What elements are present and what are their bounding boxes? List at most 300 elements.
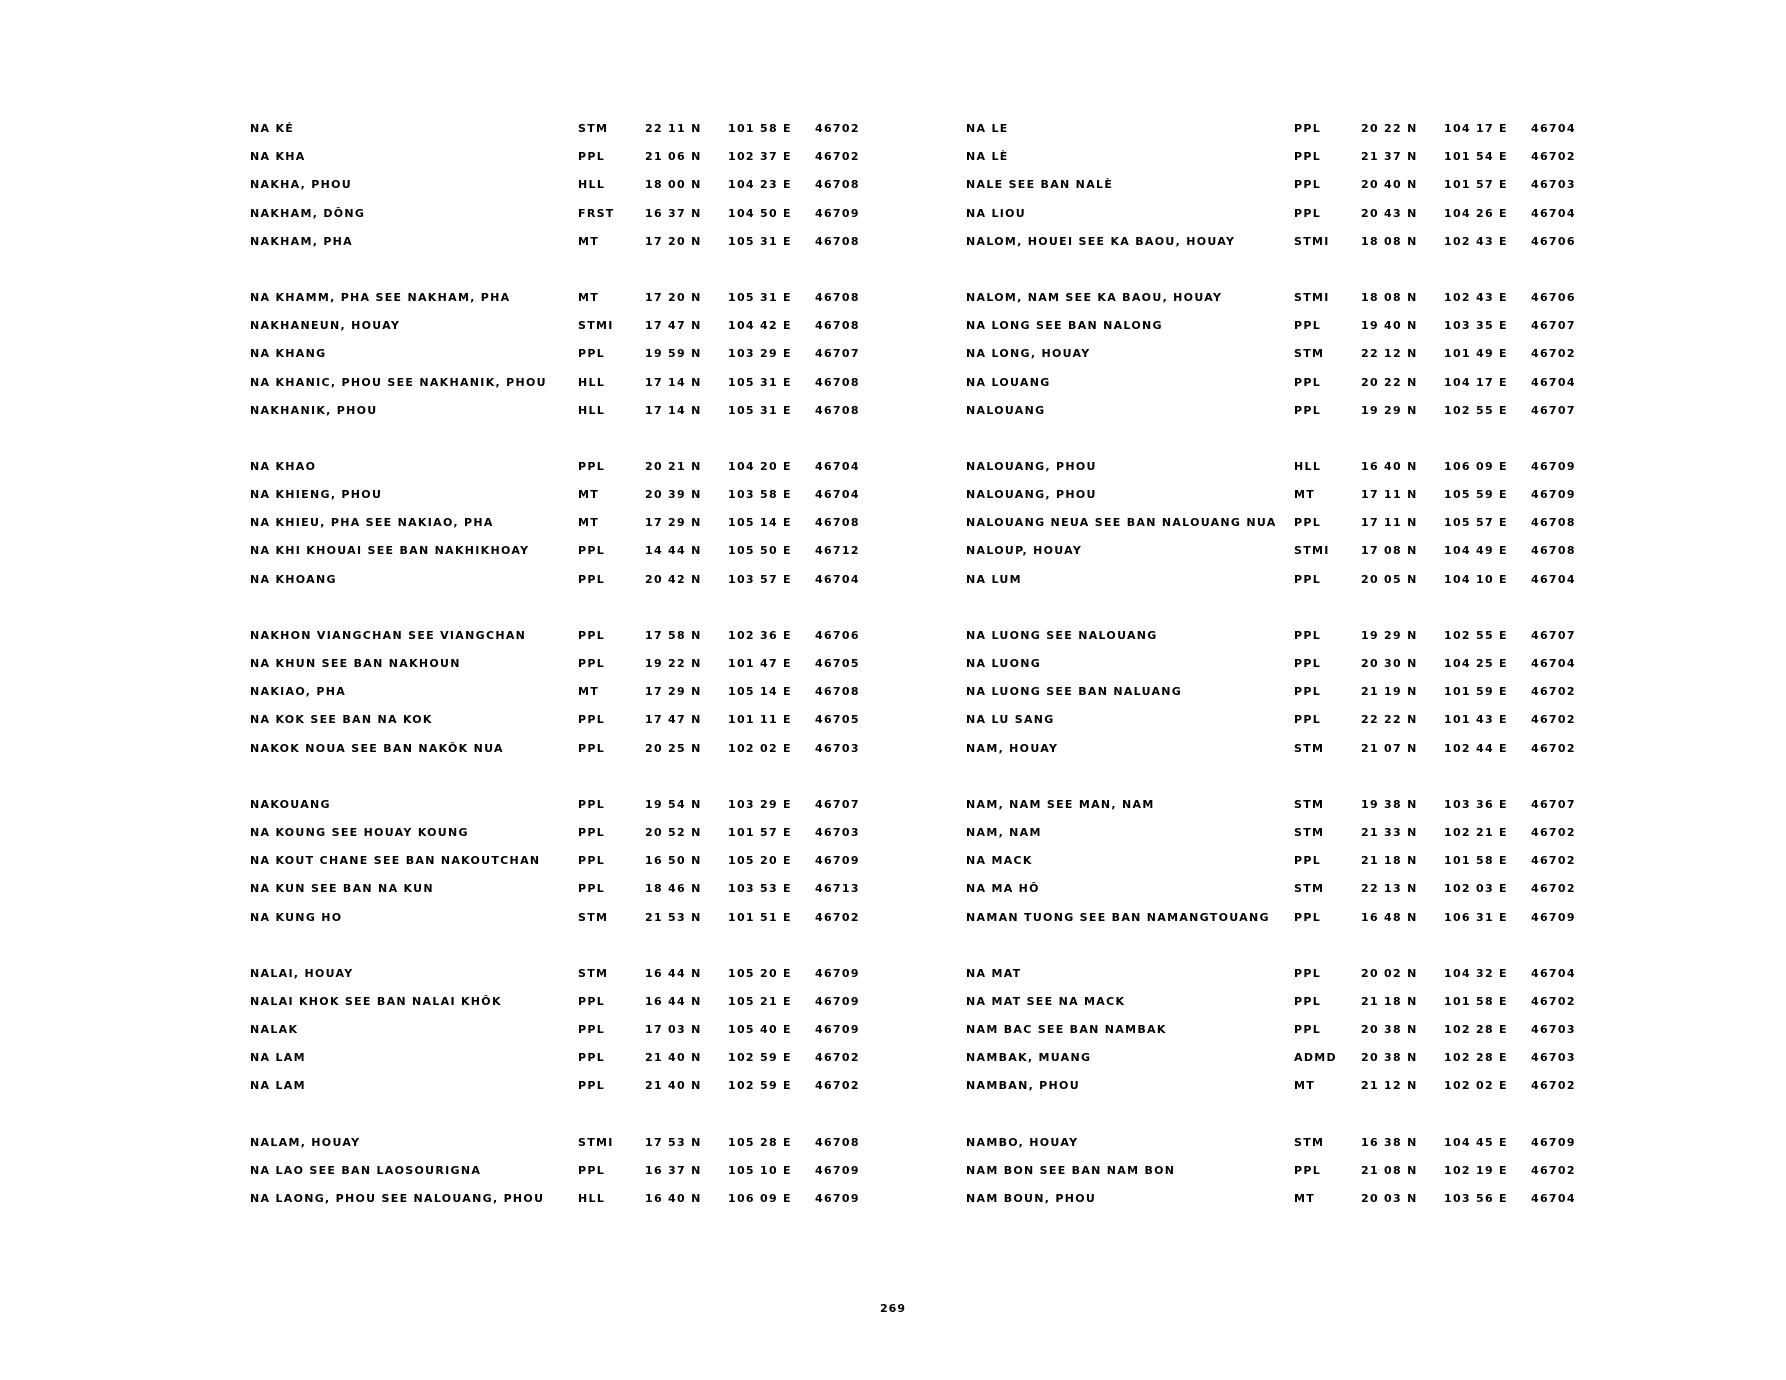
feature-class: PPL [578,1079,606,1093]
longitude: 105 31 E [728,403,792,417]
latitude: 20 38 N [1361,1023,1418,1037]
latitude: 20 25 N [645,741,702,755]
gazetteer-entry [250,235,870,263]
latitude: 20 38 N [1361,1051,1418,1065]
map-code: 46704 [815,488,860,502]
longitude: 102 59 E [728,1079,792,1093]
longitude: 106 31 E [1444,910,1508,924]
gazetteer-entry [966,826,1586,854]
feature-class: HLL [578,375,606,389]
gazetteer-entry [250,516,870,544]
longitude: 105 31 E [728,375,792,389]
latitude: 17 11 N [1361,488,1418,502]
gazetteer-entry [966,122,1586,150]
gazetteer-entry [966,347,1586,375]
longitude: 101 47 E [728,657,792,670]
latitude: 21 07 N [1361,741,1418,755]
map-code: 46712 [815,544,860,558]
feature-class: STM [578,966,609,980]
latitude: 21 19 N [1361,685,1418,699]
place-name: NAM, NAM [966,825,1042,839]
map-code: 46708 [815,178,860,192]
longitude: 105 50 E [728,544,792,558]
place-name: NA LÈ [966,150,1009,164]
map-code: 46713 [815,882,860,896]
gazetteer-entry [966,882,1586,910]
longitude: 105 21 E [728,994,792,1008]
longitude: 105 20 E [728,854,792,868]
latitude: 20 21 N [645,459,702,473]
map-code: 46709 [815,854,860,868]
feature-class: STM [1294,347,1325,361]
feature-class: MT [1294,1192,1316,1205]
latitude: 22 11 N [645,122,702,135]
map-code: 46702 [1531,347,1576,361]
place-name: NALOUANG, PHOU [966,488,1097,502]
gazetteer-entry [250,1051,870,1079]
place-name: NAM BAC SEE BAN NAMBAK [966,1023,1167,1037]
place-name: NA KHUN SEE BAN NAKHOUN [250,657,461,670]
gazetteer-entry [250,995,870,1023]
place-name: NA MAT SEE NA MACK [966,994,1126,1008]
latitude: 16 38 N [1361,1135,1418,1149]
gazetteer-entry [966,235,1586,263]
entry-group [250,1136,870,1221]
latitude: 19 29 N [1361,403,1418,417]
feature-class: PPL [578,741,606,755]
place-name: NA LUONG SEE NALOUANG [966,628,1158,642]
map-code: 46709 [1531,488,1576,502]
longitude: 105 57 E [1444,516,1508,530]
latitude: 21 12 N [1361,1079,1418,1093]
place-name: NAM, NAM SEE MAN, NAM [966,797,1155,811]
entry-group [966,122,1586,263]
longitude: 106 09 E [728,1192,792,1205]
map-code: 46706 [1531,290,1576,304]
longitude: 102 28 E [1444,1051,1508,1065]
longitude: 104 17 E [1444,122,1508,135]
latitude: 17 47 N [645,319,702,333]
feature-class: STM [578,122,609,135]
feature-class: PPL [578,1163,606,1177]
gazetteer-entry [966,376,1586,404]
feature-class: PPL [578,657,606,670]
latitude: 14 44 N [645,544,702,558]
gazetteer-entry [966,291,1586,319]
gazetteer-entry [250,1079,870,1107]
feature-class: FRST [578,206,615,220]
latitude: 22 12 N [1361,347,1418,361]
feature-class: PPL [1294,375,1322,389]
feature-class: PPL [1294,1023,1322,1037]
latitude: 17 14 N [645,403,702,417]
entry-group [966,967,1586,1108]
longitude: 104 26 E [1444,206,1508,220]
map-code: 46705 [815,713,860,727]
feature-class: STM [1294,825,1325,839]
latitude: 16 48 N [1361,910,1418,924]
entry-group [966,291,1586,432]
entry-group [250,967,870,1108]
feature-class: PPL [1294,178,1322,192]
place-name: NA KHAMM, PHA SEE NAKHAM, PHA [250,290,511,304]
map-code: 46709 [1531,459,1576,473]
gazetteer-entry [250,347,870,375]
longitude: 105 14 E [728,685,792,699]
place-name: NAM BON SEE BAN NAM BON [966,1163,1176,1177]
map-code: 46702 [815,1079,860,1093]
place-name: NA LAO SEE BAN LAOSOURIGNA [250,1163,482,1177]
place-name: NAKOK NOUA SEE BAN NAKÔK NUA [250,741,504,755]
map-code: 46703 [1531,1051,1576,1065]
longitude: 101 58 E [1444,854,1508,868]
place-name: NA KHAO [250,459,317,473]
place-name: NA MAT [966,966,1022,980]
latitude: 17 47 N [645,713,702,727]
feature-class: HLL [578,1192,606,1205]
place-name: NAKHANEUN, HOUAY [250,319,401,333]
map-code: 46708 [815,1135,860,1149]
map-code: 46702 [815,1051,860,1065]
gazetteer-entry [966,685,1586,713]
place-name: NA KÉ [250,122,295,135]
place-name: NA MACK [966,854,1033,868]
feature-class: PPL [1294,628,1322,642]
latitude: 20 05 N [1361,572,1418,586]
place-name: NALOM, HOUEI SEE KA BAOU, HOUAY [966,234,1236,248]
feature-class: PPL [578,882,606,896]
longitude: 106 09 E [1444,459,1508,473]
place-name: NALOUANG [966,403,1046,417]
place-name: NA KHI KHOUAI SEE BAN NAKHIKHOAY [250,544,530,558]
place-name: NAKHAM, PHA [250,234,353,248]
map-code: 46706 [1531,234,1576,248]
gazetteer-entry [250,404,870,432]
place-name: NA KOK SEE BAN NA KOK [250,713,433,727]
map-code: 46704 [1531,375,1576,389]
map-code: 46704 [815,572,860,586]
gazetteer-entry [966,1192,1586,1220]
feature-class: PPL [1294,685,1322,699]
place-name: NA KHIENG, PHOU [250,488,383,502]
gazetteer-entry [966,657,1586,685]
longitude: 105 59 E [1444,488,1508,502]
place-name: NA LU SANG [966,713,1055,727]
latitude: 17 03 N [645,1023,702,1037]
longitude: 104 32 E [1444,966,1508,980]
place-name: NAKHON VIANGCHAN SEE VIANGCHAN [250,628,527,642]
latitude: 16 44 N [645,966,702,980]
longitude: 105 31 E [728,290,792,304]
feature-class: HLL [578,178,606,192]
map-code: 46708 [815,319,860,333]
place-name: NA KUN SEE BAN NA KUN [250,882,434,896]
gazetteer-entry [250,854,870,882]
longitude: 101 59 E [1444,685,1508,699]
latitude: 16 37 N [645,206,702,220]
feature-class: PPL [578,854,606,868]
place-name: NALOM, NAM SEE KA BAOU, HOUAY [966,290,1223,304]
map-code: 46707 [1531,797,1576,811]
map-code: 46703 [815,825,860,839]
map-code: 46708 [815,234,860,248]
map-code: 46709 [815,966,860,980]
longitude: 103 53 E [728,882,792,896]
latitude: 21 37 N [1361,150,1418,164]
latitude: 20 52 N [645,825,702,839]
page-number: 269 [880,1302,906,1315]
feature-class: PPL [1294,966,1322,980]
longitude: 102 43 E [1444,234,1508,248]
longitude: 103 56 E [1444,1192,1508,1205]
place-name: NAMAN TUONG SEE BAN NAMANGTOUANG [966,910,1270,924]
gazetteer-entry [966,178,1586,206]
place-name: NALE SEE BAN NALÈ [966,178,1114,192]
map-code: 46704 [1531,1192,1576,1205]
place-name: NA KHANIC, PHOU SEE NAKHANIK, PHOU [250,375,547,389]
gazetteer-entry [250,291,870,319]
map-code: 46708 [1531,516,1576,530]
gazetteer-entry [250,178,870,206]
feature-class: STMI [1294,290,1330,304]
longitude: 104 20 E [728,459,792,473]
gazetteer-entry [250,657,870,685]
place-name: NA LE [966,122,1009,135]
latitude: 17 20 N [645,234,702,248]
latitude: 21 18 N [1361,994,1418,1008]
gazetteer-entry [966,995,1586,1023]
entry-group [250,629,870,770]
gazetteer-entry [966,798,1586,826]
longitude: 101 51 E [728,910,792,924]
place-name: NA LAM [250,1051,306,1065]
feature-class: PPL [578,713,606,727]
latitude: 19 38 N [1361,797,1418,811]
gazetteer-entry [966,967,1586,995]
latitude: 21 53 N [645,910,702,924]
map-code: 46702 [815,910,860,924]
place-name: NA KOUT CHANE SEE BAN NAKOUTCHAN [250,854,541,868]
gazetteer-entry [966,544,1586,572]
longitude: 103 35 E [1444,319,1508,333]
longitude: 101 57 E [1444,178,1508,192]
map-code: 46702 [1531,713,1576,727]
map-code: 46708 [815,290,860,304]
longitude: 102 03 E [1444,882,1508,896]
gazetteer-entry [966,629,1586,657]
feature-class: STM [1294,741,1325,755]
latitude: 20 22 N [1361,375,1418,389]
latitude: 22 13 N [1361,882,1418,896]
gazetteer-entry [966,742,1586,770]
longitude: 105 28 E [728,1135,792,1149]
latitude: 21 40 N [645,1051,702,1065]
place-name: NAKHA, PHOU [250,178,353,192]
gazetteer-entry [250,1136,870,1164]
map-code: 46708 [815,375,860,389]
place-name: NA LOUANG [966,375,1051,389]
place-name: NA KHA [250,150,306,164]
longitude: 103 58 E [728,488,792,502]
latitude: 17 53 N [645,1135,702,1149]
gazetteer-entry [250,798,870,826]
latitude: 19 54 N [645,797,702,811]
map-code: 46709 [1531,1135,1576,1149]
map-code: 46708 [1531,544,1576,558]
feature-class: MT [578,488,600,502]
longitude: 102 19 E [1444,1163,1508,1177]
latitude: 17 20 N [645,290,702,304]
map-code: 46707 [1531,319,1576,333]
longitude: 102 43 E [1444,290,1508,304]
feature-class: MT [1294,488,1316,502]
map-code: 46703 [1531,178,1576,192]
gazetteer-entry [250,376,870,404]
latitude: 16 50 N [645,854,702,868]
longitude: 102 21 E [1444,825,1508,839]
latitude: 17 14 N [645,375,702,389]
map-code: 46704 [1531,572,1576,586]
longitude: 102 37 E [728,150,792,164]
place-name: NALAM, HOUAY [250,1135,361,1149]
place-name: NAMBO, HOUAY [966,1135,1079,1149]
map-code: 46709 [815,1163,860,1177]
longitude: 103 57 E [728,572,792,586]
feature-class: STMI [578,1135,614,1149]
map-code: 46708 [815,403,860,417]
longitude: 101 43 E [1444,713,1508,727]
feature-class: PPL [578,628,606,642]
longitude: 101 49 E [1444,347,1508,361]
feature-class: PPL [578,797,606,811]
entry-group [966,1136,1586,1221]
place-name: NA LONG, HOUAY [966,347,1091,361]
place-name: NA KHANG [250,347,327,361]
longitude: 101 54 E [1444,150,1508,164]
longitude: 101 58 E [728,122,792,135]
place-name: NA KHIEU, PHA SEE NAKIAO, PHA [250,516,494,530]
feature-class: PPL [578,1023,606,1037]
feature-class: PPL [578,994,606,1008]
latitude: 20 39 N [645,488,702,502]
entry-group [250,798,870,939]
gazetteer-entry [250,150,870,178]
longitude: 102 55 E [1444,628,1508,642]
gazetteer-entry [250,911,870,939]
map-code: 46709 [815,206,860,220]
entry-group [250,460,870,601]
gazetteer-column-left [250,122,870,1248]
latitude: 19 40 N [1361,319,1418,333]
feature-class: PPL [1294,206,1322,220]
place-name: NA LUONG [966,657,1042,670]
latitude: 20 03 N [1361,1192,1418,1205]
place-name: NAKHANIK, PHOU [250,403,378,417]
latitude: 17 29 N [645,516,702,530]
longitude: 105 40 E [728,1023,792,1037]
place-name: NAM BOUN, PHOU [966,1192,1097,1205]
feature-class: PPL [578,459,606,473]
map-code: 46707 [815,347,860,361]
map-code: 46702 [1531,150,1576,164]
gazetteer-entry [250,685,870,713]
gazetteer-entry [966,460,1586,488]
latitude: 16 44 N [645,994,702,1008]
place-name: NAKIAO, PHA [250,685,347,699]
latitude: 16 40 N [645,1192,702,1205]
longitude: 104 23 E [728,178,792,192]
feature-class: STM [1294,882,1325,896]
latitude: 22 22 N [1361,713,1418,727]
latitude: 16 37 N [645,1163,702,1177]
feature-class: MT [578,234,600,248]
gazetteer-entry [250,1023,870,1051]
feature-class: PPL [578,1051,606,1065]
feature-class: MT [578,685,600,699]
map-code: 46702 [1531,854,1576,868]
latitude: 18 00 N [645,178,702,192]
place-name: NAKHAM, DÔNG [250,206,366,220]
latitude: 20 22 N [1361,122,1418,135]
longitude: 104 42 E [728,319,792,333]
feature-class: PPL [578,825,606,839]
longitude: 104 10 E [1444,572,1508,586]
gazetteer-entry [966,911,1586,939]
place-name: NA LUONG SEE BAN NALUANG [966,685,1183,699]
map-code: 46702 [1531,685,1576,699]
map-code: 46704 [1531,122,1576,135]
gazetteer-entry [966,854,1586,882]
gazetteer-entry [966,1051,1586,1079]
feature-class: PPL [578,572,606,586]
place-name: NA LUM [966,572,1022,586]
latitude: 17 11 N [1361,516,1418,530]
latitude: 20 30 N [1361,657,1418,670]
gazetteer-entry [250,882,870,910]
feature-class: PPL [1294,657,1322,670]
map-code: 46709 [815,1023,860,1037]
gazetteer-entry [966,207,1586,235]
map-code: 46702 [815,122,860,135]
map-code: 46702 [815,150,860,164]
place-name: NA KHOANG [250,572,337,586]
longitude: 103 36 E [1444,797,1508,811]
longitude: 101 58 E [1444,994,1508,1008]
map-code: 46705 [815,657,860,670]
longitude: 102 28 E [1444,1023,1508,1037]
longitude: 104 17 E [1444,375,1508,389]
map-code: 46709 [815,994,860,1008]
gazetteer-entry [966,488,1586,516]
map-code: 46702 [1531,825,1576,839]
feature-class: HLL [578,403,606,417]
latitude: 17 58 N [645,628,702,642]
latitude: 20 02 N [1361,966,1418,980]
feature-class: PPL [578,544,606,558]
place-name: NA KUNG HO [250,910,343,924]
latitude: 21 33 N [1361,825,1418,839]
longitude: 103 29 E [728,797,792,811]
feature-class: PPL [1294,516,1322,530]
feature-class: PPL [578,347,606,361]
gazetteer-entry [250,629,870,657]
latitude: 21 08 N [1361,1163,1418,1177]
latitude: 19 22 N [645,657,702,670]
longitude: 105 10 E [728,1163,792,1177]
longitude: 102 36 E [728,628,792,642]
feature-class: MT [578,516,600,530]
longitude: 104 50 E [728,206,792,220]
